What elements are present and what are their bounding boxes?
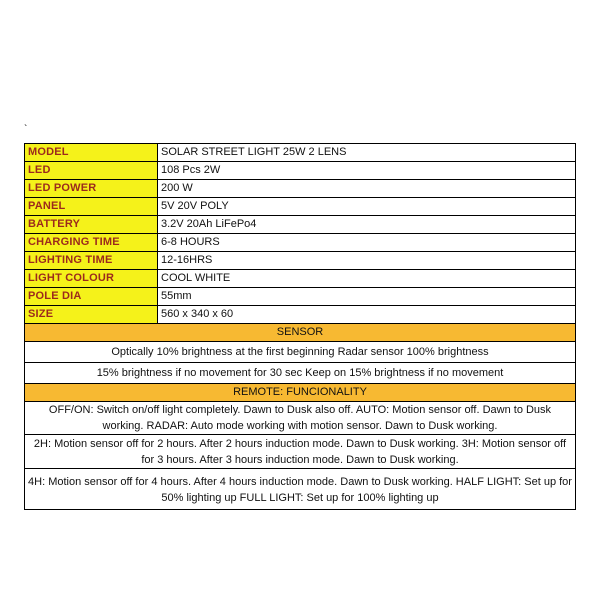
sensor-line-row [25, 363, 576, 384]
spec-label: PANEL [25, 198, 158, 216]
spec-label: LED POWER [25, 180, 158, 198]
remote-line-row [25, 402, 576, 435]
spec-value: 55mm [158, 288, 576, 306]
remote-title: REMOTE: FUNCIONALITY [25, 384, 576, 402]
remote-line-1: OFF/ON: Switch on/off light completely. Dawn to Dusk also off. AUTO: Motion sensor off. Dawn to Dusk working. RADAR: Auto mode working with motion sensor. Dawn to Dusk working. [25, 402, 576, 435]
spec-row-lighting-time [25, 252, 576, 270]
spec-value: 560 x 340 x 60 [158, 306, 576, 324]
remote-section-header [25, 384, 576, 402]
spec-value: SOLAR STREET LIGHT 25W 2 LENS [158, 144, 576, 162]
remote-line-row [25, 435, 576, 469]
remote-line-2: 2H: Motion sensor off for 2 hours. After 2 hours induction mode. Dawn to Dusk working. 3H: Motion sensor off for 3 hours. After 3 hours induction mode. Dawn to Dusk working. [25, 435, 576, 469]
spec-label: POLE DIA [25, 288, 158, 306]
spec-label: LIGHTING TIME [25, 252, 158, 270]
spec-row-battery [25, 216, 576, 234]
spec-sheet-table [24, 143, 576, 510]
spec-value: 200 W [158, 180, 576, 198]
sensor-line-row [25, 342, 576, 363]
spec-row-light-colour [25, 270, 576, 288]
spec-value: 3.2V 20Ah LiFePo4 [158, 216, 576, 234]
sensor-line-2: 15% brightness if no movement for 30 sec Keep on 15% brightness if no movement [25, 363, 576, 384]
spec-value: 12-16HRS [158, 252, 576, 270]
spec-label: BATTERY [25, 216, 158, 234]
spec-value: COOL WHITE [158, 270, 576, 288]
remote-line-row [25, 469, 576, 510]
spec-row-size [25, 306, 576, 324]
spec-row-led-power [25, 180, 576, 198]
spec-row-charging-time [25, 234, 576, 252]
stray-mark: ` [24, 124, 28, 135]
sensor-title: SENSOR [25, 324, 576, 342]
spec-row-led [25, 162, 576, 180]
sensor-section-header [25, 324, 576, 342]
spec-row-pole-dia [25, 288, 576, 306]
sensor-line-1: Optically 10% brightness at the first beginning Radar sensor 100% brightness [25, 342, 576, 363]
spec-row-model [25, 144, 576, 162]
spec-row-panel [25, 198, 576, 216]
spec-value: 108 Pcs 2W [158, 162, 576, 180]
spec-label: SIZE [25, 306, 158, 324]
spec-label: LED [25, 162, 158, 180]
spec-label: MODEL [25, 144, 158, 162]
spec-value: 5V 20V POLY [158, 198, 576, 216]
spec-value: 6-8 HOURS [158, 234, 576, 252]
spec-label: CHARGING TIME [25, 234, 158, 252]
remote-line-3: 4H: Motion sensor off for 4 hours. After 4 hours induction mode. Dawn to Dusk working. HALF LIGHT: Set up for 50% lighting up FULL LIGHT: Set up for 100% lighting up [25, 469, 576, 510]
spec-label: LIGHT COLOUR [25, 270, 158, 288]
